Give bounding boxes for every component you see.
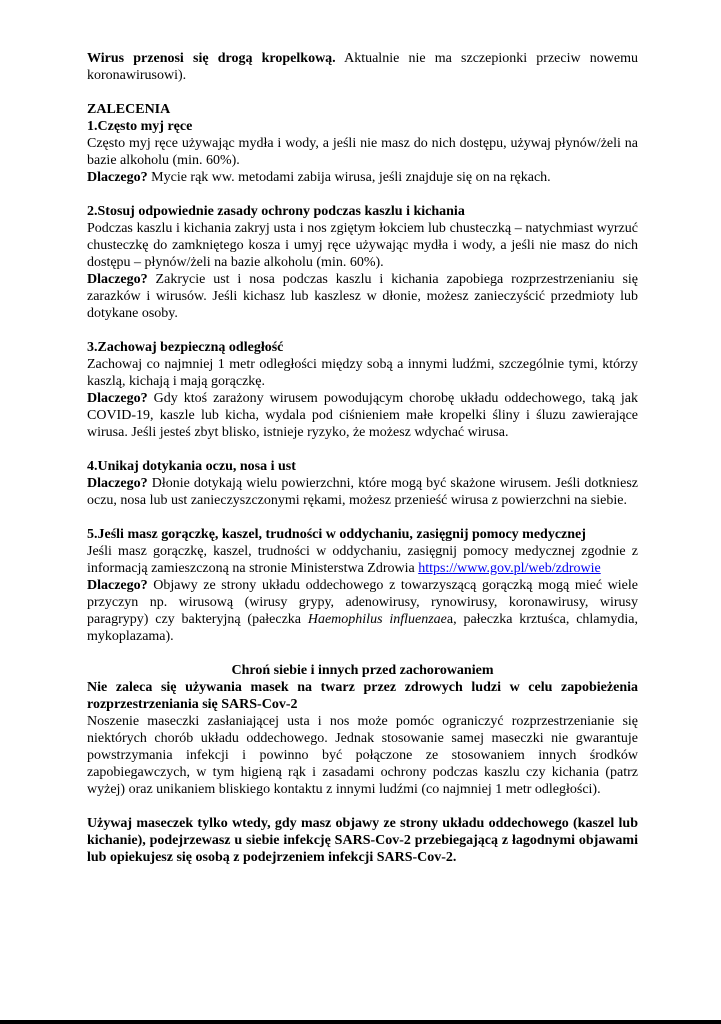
why-text: Mycie rąk ww. metodami zabija wirusa, jeśli znajduje się on na rękach. <box>147 170 551 185</box>
section-2-title: 2.Stosuj odpowiednie zasady ochrony podczas kaszlu i kichania <box>87 204 465 219</box>
intro-paragraph <box>87 50 638 84</box>
page-bottom-edge <box>0 1020 721 1024</box>
section-4-why <box>87 475 638 509</box>
document-page <box>87 50 638 866</box>
section-5-why <box>87 577 638 645</box>
why-text: Gdy ktoś zarażony wirusem powodującym chorobę układu oddechowego, taką jak COVID-19, kaszle lub kicha, wydala pod ciśnieniem małe kropelki śliny i śluzu zawierające wirusa. Jeśli jesteś zbyt blisko, istnieje ryzyko, że możesz wdychać wirusa. <box>87 391 638 440</box>
why-label: Dlaczego? <box>87 391 148 406</box>
masks-bold-statement: Nie zaleca się używania masek na twarz przez zdrowych ludzi w celu zapobieżenia rozprzestrzeniania się SARS-Cov-2 <box>87 680 638 712</box>
masks-body: Noszenie maseczki zasłaniającej usta i nos może pomóc ograniczyć rozprzestrzenianie się niektórych chorób układu oddechowego. Jednak stosowanie samej maseczki nie gwarantuje powstrzymania infekcji i powinno być połączone ze stosowaniem innych środków zapobiegawczych, w tym higieną rąk i zasadami ochrony podczas kaszlu czy kichania (patrz wyżej) oraz unikaniem bliskiego kontaktu z innymi ludźmi (co najmniej 1 metr odległości). <box>87 714 638 797</box>
section-1-body: Często myj ręce używając mydła i wody, a jeśli nie masz do nich dostępu, używaj płynów/żeli na bazie alkoholu (min. 60%). <box>87 136 638 168</box>
intro-bold: Wirus przenosi się drogą kropelkową. <box>87 51 336 66</box>
protect-heading: Chroń siebie i innych przed zachorowaniem <box>231 663 494 678</box>
why-label: Dlaczego? <box>87 272 148 287</box>
section-1-why <box>87 169 638 186</box>
section-5-body-text: Jeśli masz gorączkę, kaszel, trudności w oddychaniu, zasięgnij pomocy medycznej zgodnie z informacją zamieszczoną na stronie Ministerstwa Zdrowia <box>87 544 638 576</box>
ministry-health-link[interactable]: https://www.gov.pl/web/zdrowie <box>418 561 601 576</box>
why-label: Dlaczego? <box>87 170 148 185</box>
section-4-title: 4.Unikaj dotykania oczu, nosa i ust <box>87 459 296 474</box>
section-3-title: 3.Zachowaj bezpieczną odległość <box>87 340 284 355</box>
why-text-2: a, pałeczka krztuśca, chlamydia, mykoplazama). <box>87 612 639 644</box>
section-5-body <box>87 543 638 577</box>
recommendations-heading: ZALECENIA <box>87 102 171 117</box>
section-2-body: Podczas kaszlu i kichania zakryj usta i nos zgiętym łokciem lub chusteczką – natychmiast wyrzuć chusteczkę do zamkniętego kosza i umyj ręce używając mydła i wody, a jeśli nie masz do nich dostępu – płynów/żeli na bazie alkoholu (min. 60%). <box>87 221 638 270</box>
why-italic-text: Haemophilus influenzae <box>307 612 447 627</box>
section-3-body: Zachowaj co najmniej 1 metr odległości między sobą a innymi ludźmi, szczególnie tymi, którzy kaszlą, kichają i mają gorączkę. <box>87 357 638 389</box>
why-text: Dłonie dotykają wielu powierzchni, które mogą być skażone wirusem. Jeśli dotkniesz oczu, nosa lub ust zanieczyszczonymi rękami, możesz przenieść wirusa z powierzchni na siebie. <box>87 476 638 508</box>
section-5-title: 5.Jeśli masz gorączkę, kaszel, trudności w oddychaniu, zasięgnij pomocy medycznej <box>87 527 586 542</box>
final-masks-statement: Używaj maseczek tylko wtedy, gdy masz objawy ze strony układu oddechowego (kaszel lub kichanie), podejrzewasz u siebie infekcję SARS-Cov-2 przebiegającą z łagodnymi objawami lub opiekujesz się osobą z podejrzeniem infekcji SARS-Cov-2. <box>87 816 638 865</box>
why-text-1: Objawy ze strony układu oddechowego z towarzyszącą gorączką mogą mieć wiele przyczyn np. wirusową (wirusy grypy, adenowirusy, rynowirusy, koronawirusy, wirusy paragrypy) czy bakteryjną (pałeczka <box>87 578 638 627</box>
why-label: Dlaczego? <box>87 476 148 491</box>
why-text: Zakrycie ust i nosa podczas kaszlu i kichania zapobiega rozprzestrzenianiu się zarazków i wirusów. Jeśli kichasz lub kaszlesz w dłonie, możesz zanieczyścić przedmioty lub dotykane osoby. <box>87 272 638 321</box>
section-2-why <box>87 271 638 322</box>
section-3-why <box>87 390 638 441</box>
intro-text: Aktualnie nie ma szczepionki przeciw nowemu koronawirusowi). <box>87 51 638 83</box>
why-label: Dlaczego? <box>87 578 148 593</box>
section-1-title: 1.Często myj ręce <box>87 119 193 134</box>
